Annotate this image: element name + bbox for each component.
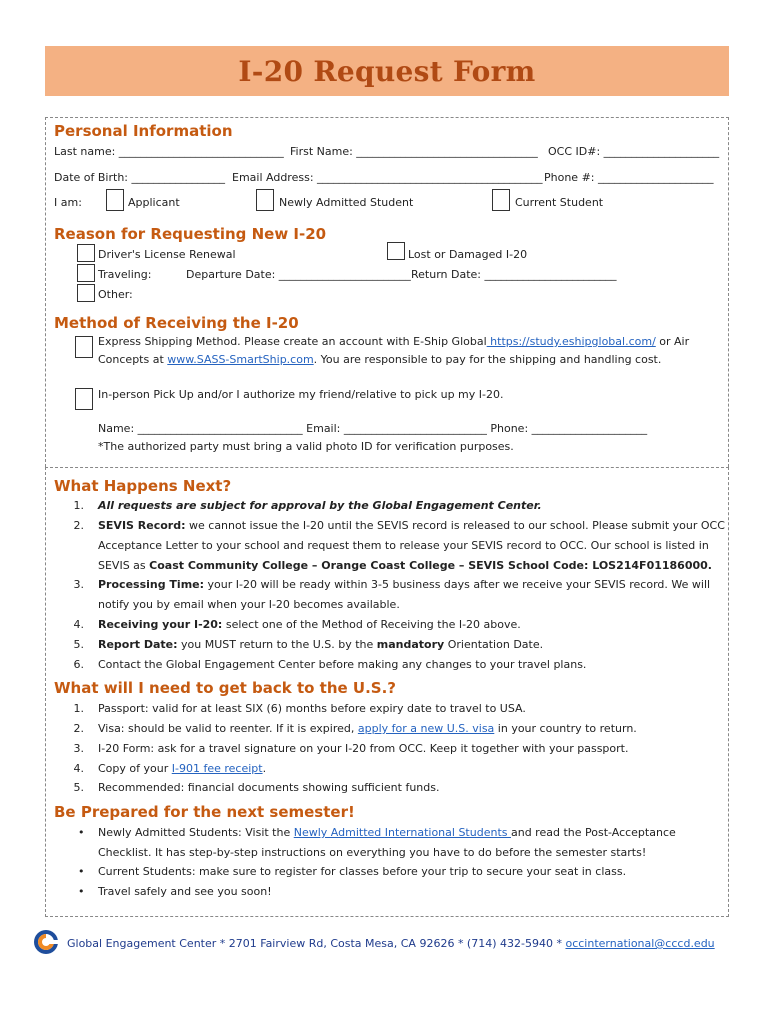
current-student-label: Current Student <box>515 196 604 209</box>
get-back-heading: What will I need to get back to the U.S.? <box>54 679 397 697</box>
next-item-5: Report Date: you MUST return to the U.S. by the mandatory Orientation Date. <box>98 638 544 651</box>
lost-damaged-label: Lost or Damaged I-20 <box>408 248 528 261</box>
list-number: 2. <box>73 519 84 532</box>
back-item-2: Visa: should be valid to reenter. If it is expired, apply for a new U.S. visa in your country to return. <box>98 722 637 735</box>
license-renewal-checkbox[interactable] <box>77 244 95 262</box>
prepared-item-1: Newly Admitted Students: Visit the Newly Admitted International Students and read the Post-Acceptance <box>98 826 676 839</box>
list-number: 4. <box>73 618 84 631</box>
back-item-4: Copy of your I-901 fee receipt. <box>98 762 267 775</box>
what-happens-next-heading: What Happens Next? <box>54 477 232 495</box>
newly-admitted-label: Newly Admitted Student <box>279 196 414 209</box>
list-number: 5. <box>73 781 84 794</box>
back-item-3: I-20 Form: ask for a travel signature on your I-20 from OCC. Keep it together with your passport. <box>98 742 629 755</box>
other-checkbox[interactable] <box>77 284 95 302</box>
applicant-checkbox[interactable] <box>106 189 124 211</box>
occ-logo-icon <box>33 929 59 955</box>
method-heading: Method of Receiving the I-20 <box>54 314 299 332</box>
eship-link[interactable]: https://study.eshipglobal.com/ <box>486 335 656 348</box>
first-name-field[interactable]: First Name: _________________________________ <box>290 145 538 158</box>
current-student-checkbox[interactable] <box>492 189 510 211</box>
footer <box>33 925 733 965</box>
back-item-1: Passport: valid for at least SIX (6) months before expiry date to travel to USA. <box>98 702 526 715</box>
page-title: I-20 Request Form <box>238 54 536 88</box>
prepared-item-1-line-2: Checklist. It has step-by-step instructions on everything you have to do before the semester starts! <box>98 846 647 859</box>
next-item-4: Receiving your I-20: select one of the Method of Receiving the I-20 above. <box>98 618 521 631</box>
express-line-1: Express Shipping Method. Please create an account with E-Ship Global https://study.eshipglobal.com/ or Air <box>98 335 690 348</box>
list-number: 3. <box>73 742 84 755</box>
applicant-label: Applicant <box>128 196 180 209</box>
lost-damaged-checkbox[interactable] <box>387 242 405 260</box>
list-number: 6. <box>73 658 84 671</box>
next-item-1: All requests are subject for approval by the Global Engagement Center. <box>98 499 542 512</box>
next-item-6: Contact the Global Engagement Center before making any changes to your travel plans. <box>98 658 587 671</box>
other-label: Other: <box>98 288 133 301</box>
express-line-2: Concepts at www.SASS-SmartShip.com. You are responsible to pay for the shipping and handling cost. <box>98 353 662 366</box>
pickup-note: *The authorized party must bring a valid photo ID for verification purposes. <box>98 440 514 453</box>
bullet: • <box>78 865 85 878</box>
bullet: • <box>78 885 85 898</box>
footer-text: Global Engagement Center * 2701 Fairview Rd, Costa Mesa, CA 92626 * (714) 432-5940 * occinternational@cccd.edu <box>67 937 715 950</box>
personal-information-heading: Personal Information <box>54 122 233 140</box>
next-item-3: Processing Time: your I-20 will be ready within 3-5 business days after we receive your SEVIS record. We will <box>98 578 711 591</box>
info-section-box <box>45 467 729 917</box>
i901-link[interactable]: I-901 fee receipt <box>171 762 263 775</box>
newly-admitted-checkbox[interactable] <box>256 189 274 211</box>
list-number: 1. <box>73 499 84 512</box>
occ-id-field[interactable]: OCC ID#: _____________________ <box>548 145 720 158</box>
pickup-checkbox[interactable] <box>75 388 93 410</box>
pickup-label: In-person Pick Up and/or I authorize my friend/relative to pick up my I-20. <box>98 388 504 401</box>
reason-heading: Reason for Requesting New I-20 <box>54 225 327 243</box>
list-number: 2. <box>73 722 84 735</box>
pickup-fields[interactable]: Name: ______________________________ Email: __________________________ Phone: _____________________ <box>98 422 648 435</box>
traveling-label: Traveling: <box>98 268 152 281</box>
next-item-2-line-3: SEVIS as Coast Community College – Orange Coast College – SEVIS School Code: LOS214F01186000. <box>98 559 712 572</box>
list-number: 4. <box>73 762 84 775</box>
list-number: 5. <box>73 638 84 651</box>
last-name-field[interactable]: Last name: ______________________________ <box>54 145 284 158</box>
i-am-label: I am: <box>54 196 82 209</box>
departure-date-field[interactable]: Departure Date: ________________________ <box>186 268 411 281</box>
dob-field[interactable]: Date of Birth: _________________ <box>54 171 225 184</box>
list-number: 1. <box>73 702 84 715</box>
prepared-item-3: Travel safely and see you soon! <box>98 885 272 898</box>
back-item-5: Recommended: financial documents showing sufficient funds. <box>98 781 440 794</box>
smartship-link[interactable]: www.SASS-SmartShip.com <box>167 353 314 366</box>
form-section-box <box>45 117 729 467</box>
prepared-heading: Be Prepared for the next semester! <box>54 803 355 821</box>
list-number: 3. <box>73 578 84 591</box>
phone-field[interactable]: Phone #: _____________________ <box>544 171 714 184</box>
traveling-checkbox[interactable] <box>77 264 95 282</box>
bullet: • <box>78 826 85 839</box>
license-renewal-label: Driver's License Renewal <box>98 248 236 261</box>
newly-admitted-link[interactable]: Newly Admitted International Students <box>293 826 511 839</box>
return-date-field[interactable]: Return Date: ________________________ <box>411 268 617 281</box>
express-shipping-checkbox[interactable] <box>75 336 93 358</box>
visa-link[interactable]: apply for a new U.S. visa <box>357 722 495 735</box>
next-item-3-line-2: notify you by email when your I-20 becomes available. <box>98 598 400 611</box>
footer-email-link[interactable]: occinternational@cccd.edu <box>565 937 715 950</box>
title-banner <box>45 46 729 96</box>
next-item-2: SEVIS Record: we cannot issue the I-20 until the SEVIS record is released to our school. Please submit your OCC <box>98 519 725 532</box>
prepared-item-2: Current Students: make sure to register for classes before your trip to secure your seat in class. <box>98 865 627 878</box>
email-field[interactable]: Email Address: _________________________________________ <box>232 171 543 184</box>
next-item-2-line-2: Acceptance Letter to your school and request them to release your SEVIS record to OCC. Our school is listed in <box>98 539 709 552</box>
